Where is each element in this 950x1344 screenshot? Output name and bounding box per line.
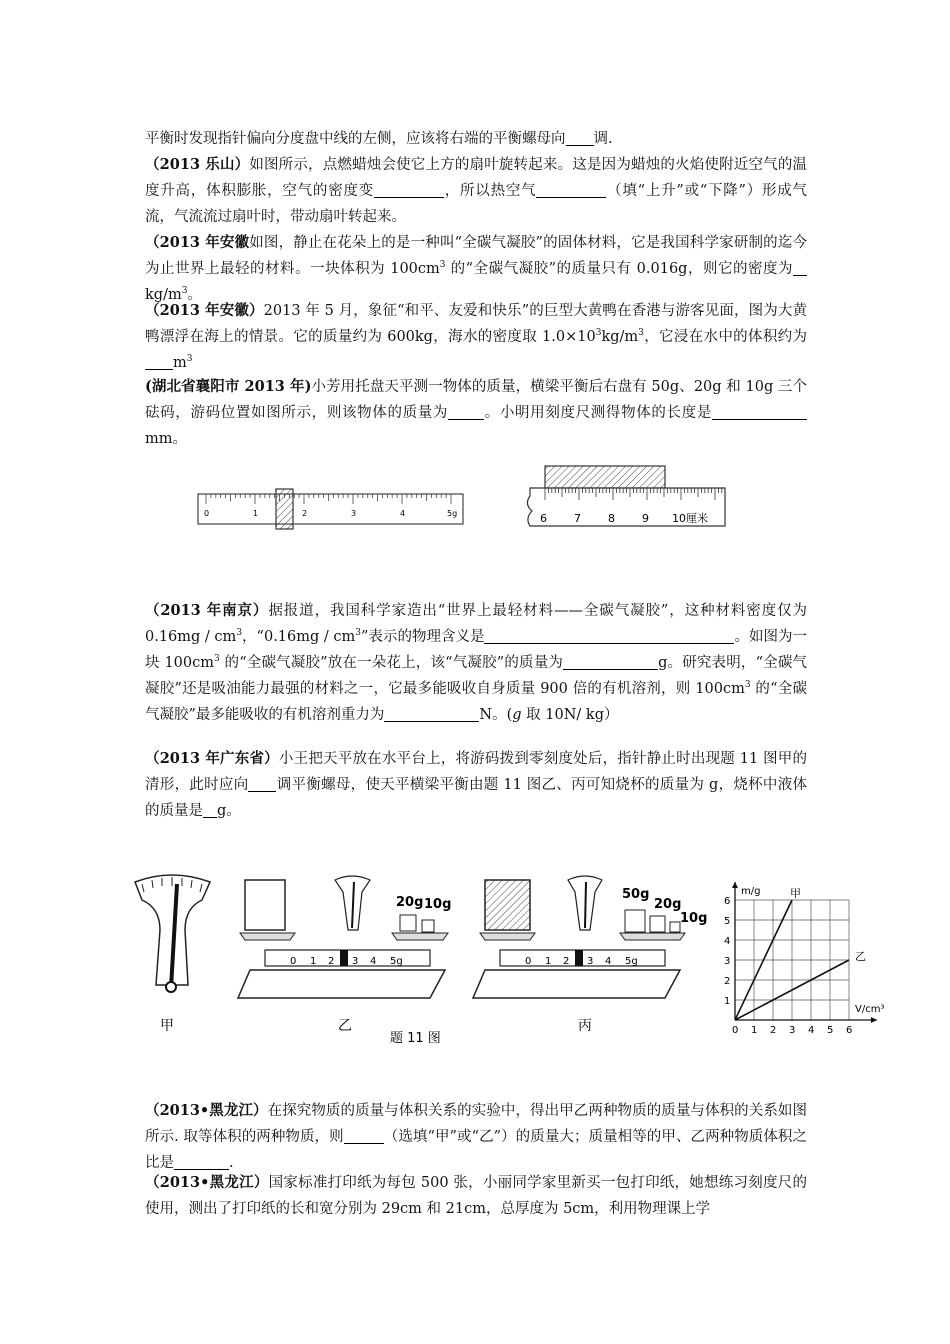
x-tick-label: 5 [827,1025,834,1036]
source-tag: （2013 乐山） [145,156,250,173]
ruler-tick-label: 10厘米 [672,512,708,525]
weight-label: 10g [680,911,708,926]
y-tick-label: 4 [724,936,731,947]
svg-text:4: 4 [605,956,612,967]
answer-blank[interactable] [566,129,594,146]
question-paragraph-8: （2013•黑龙江）国家标准打印纸为每包 500 张，小丽同学家里新买一包打印纸，她想练习刻度尺的使用，测出了打印纸的长和宽分别为 29cm 和 21cm，总厚度为 5cm，利用物理课上学 [145,1174,807,1217]
scale-tick-label: 1 [253,509,259,518]
question-paragraph-0: 平衡时发现指针偏向分度盘中线的左侧，应该将右端的平衡螺母向 调. [145,131,613,147]
svg-text:3: 3 [352,956,359,967]
ruler-tick-label: 9 [642,512,649,525]
scale-tick-label: 3 [351,509,357,518]
measured-object [545,466,665,488]
svg-text:5g: 5g [625,956,638,967]
label-bing: 丙 [578,1018,592,1034]
beaker-with-liquid [485,880,530,930]
svg-text:5g: 5g [390,956,403,967]
x-tick-label: 4 [808,1025,815,1036]
source-tag: （2013•黑龙江） [145,1102,268,1119]
question-paragraph-1: （2013 乐山）如图所示，点燃蜡烛会使它上方的扇叶旋转起来。这是因为蜡烛的火焰使附近空气的温度升高，体积膨胀，空气的密度变 ，所以热空气 （填“上升”或“下降”）形成气流，气流流过扇叶时，带动扇叶转起来。 [145,156,808,225]
answer-blank[interactable] [374,181,444,198]
scale-tick-label: 4 [400,509,406,518]
question-paragraph-7: （2013•黑龙江）在探究物质的质量与体积关系的实验中，得出甲乙两种物质的质量与体积的关系如图所示. 取等体积的两种物质，则 （选填“甲”或“乙”）的质量大；质量相等的甲、乙两种物质体积之比是 . [145,1102,808,1171]
question-paragraph-5: （2013 年南京）据报道，我国科学家造出“世界上最轻材料——全碳气凝胶”，这种材料密度仅为 $0.16mg / cm^3$，“$0.16mg / cm^3$”表示的物理含义是 。如图为一块 $100cm^3$ 的“全碳气凝胶”放在一朵花上，该“气凝胶”的质量为 g。研究表明，“全碳气凝胶”还是吸油能力最强的材料之一，它最多能吸收自身质量 900 倍的有机溶剂，则 $100cm^3$ 的“全碳气凝胶”最多能吸收的有机溶剂重力为 N。(g 取 10N/ kg） [145,602,808,723]
question-paragraph-4: (湖北省襄阳市 2013 年)小芳用托盘天平测一物体的质量，横梁平衡后右盘有 50g、20g 和 10g 三个砝码，游码位置如图所示，则该物体的质量为 。小明用刻度尺测得物体的长度是mm。 [145,378,807,447]
answer-blank[interactable] [344,1127,384,1144]
balance-base [473,970,680,998]
x-tick-label: 0 [732,1025,739,1036]
figure-caption: 题 11 图 [390,1031,441,1046]
x-tick-label: 3 [789,1025,796,1036]
question-paragraph-3: （2013 年安徽）2013 年 5 月，象征“和平、友爱和快乐”的巨型大黄鸭在香港与游客见面，图为大黄鸭漂浮在海上的情景。它的质量约为 600kg，海水的密度取 $1.0\times 10^3kg/m^3$，它浸在水中的体积约为$m^3$ [145,302,808,371]
answer-blank[interactable] [384,705,479,722]
answer-blank[interactable] [793,259,807,276]
ruler-tick-label: 6 [540,512,547,525]
source-tag: （2013 年广东省） [145,750,279,767]
weight-label: 20g [654,897,682,912]
x-axis-label: V/cm³ [855,1004,885,1015]
scale-tick-label: 0 [204,509,210,518]
weight-50g [625,910,645,932]
answer-blank[interactable] [203,801,217,818]
beaker [245,880,285,930]
mass-volume-chart [715,868,915,1048]
question-paragraph-6: （2013 年广东省）小王把天平放在水平台上，将游码拨到零刻度处后，指针静止时出现题 11 图甲的清形，此时应向 调平衡螺母，使天平横梁平衡由题 11 图乙、丙可知烧杯的质量为 g，烧杯中液体的质量是 g。 [145,750,808,819]
slider-rider [276,489,293,529]
label-yi: 乙 [338,1018,352,1034]
ruler-tick-label: 7 [574,512,581,525]
scale-tick-label: 5g [447,509,458,518]
series-label: 乙 [855,950,866,963]
weight-10g [422,920,434,932]
slider-rider [575,950,583,966]
x-tick-label: 1 [751,1025,758,1036]
pointer-dial [135,875,210,1034]
balance-base [238,970,445,998]
source-tag: (湖北省襄阳市 2013 年) [145,378,312,395]
question-paragraph-2: （2013 年安徽如图，静止在花朵上的是一种叫“全碳气凝胶”的固体材料，它是我国科学家研制的迄今为止世界上最轻的材料。一块体积为 $100cm^3$ 的“全碳气凝胶”的质量只有 0.016g，则它的密度为$kg/m^3$。 [145,234,807,303]
balance-bing [473,876,707,1034]
answer-blank[interactable] [448,403,484,420]
ruler-tick-label: 8 [608,512,615,525]
y-tick-label: 5 [724,916,731,927]
figure-balances [130,870,710,1050]
answer-blank[interactable] [248,775,276,792]
svg-text:1: 1 [545,956,552,967]
svg-text:2: 2 [328,956,335,967]
figure-scale-and-ruler [190,456,750,536]
answer-blank[interactable] [712,403,807,420]
weight-label: 10g [424,897,452,912]
x-tick-label: 2 [770,1025,777,1036]
weight-label: 20g [396,895,424,910]
svg-text:0: 0 [290,956,297,967]
y-axis-arrow [732,882,738,888]
slider-rider [340,950,348,966]
y-tick-label: 6 [724,896,731,907]
svg-text:4: 4 [370,956,377,967]
weight-20g [650,916,665,932]
balance-yi [238,876,451,1034]
weight-label: 50g [622,887,650,902]
scale-tick-label: 2 [302,509,308,518]
y-tick-label: 1 [724,996,731,1007]
weight-20g [400,915,416,931]
ruler [527,466,725,526]
svg-text:0: 0 [525,956,532,967]
source-tag: （2013 年安徽） [145,302,264,319]
answer-blank[interactable] [484,627,734,644]
svg-text:3: 3 [587,956,594,967]
x-tick-label: 6 [846,1025,853,1036]
source-tag: （2013 年安徽 [145,234,250,251]
answer-blank[interactable] [174,1153,229,1170]
x-axis-arrow [871,1017,877,1023]
answer-blank[interactable] [536,181,606,198]
y-tick-label: 2 [724,976,731,987]
balance-slider-scale [198,489,463,529]
source-tag: （2013 年南京） [145,602,269,619]
y-tick-label: 3 [724,956,731,967]
svg-text:1: 1 [310,956,317,967]
label-jia: 甲 [160,1018,174,1034]
answer-blank[interactable] [563,653,658,670]
y-axis-label: m/g [741,886,761,897]
series-label: 甲 [790,887,801,900]
weight-10g [670,922,680,932]
svg-text:2: 2 [563,956,570,967]
source-tag: （2013•黑龙江） [145,1174,269,1191]
answer-blank[interactable] [145,353,173,370]
